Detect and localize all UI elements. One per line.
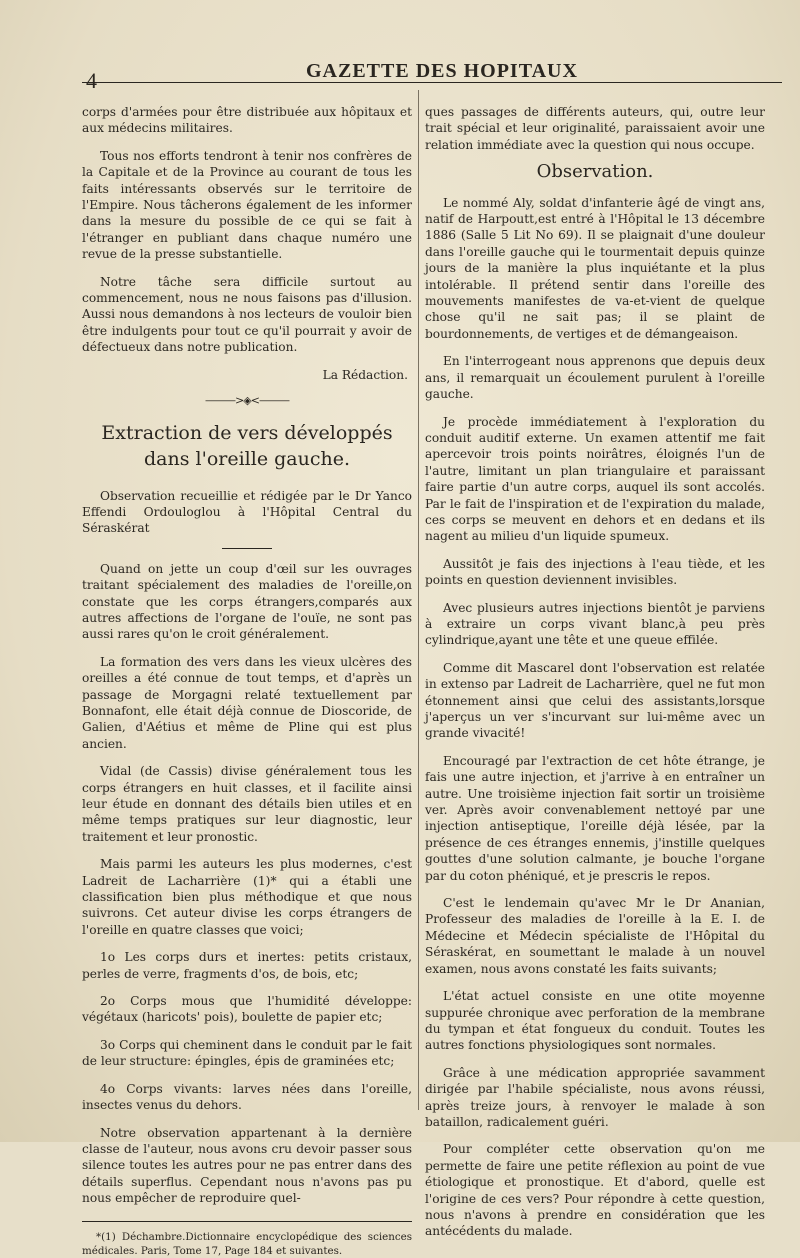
paragraph: Pour compléter cette observation qu'on me permette de faire une petite réflexion au point de vue étiologique et pronostique. Et d'abord, quelle est l'origine de ces vers? Pour répondre à cette question, nous n'avons à prendre en considération que les antécédents du malade. [425, 1142, 765, 1239]
paragraph: Je procède immédiatement à l'exploration du conduit auditif externe. Un examen attentif me fait apercevoir trois points noirâtres, éloignés l'un de l'autre, limitant un plan triangulaire et paraissant faire partie d'un autre corps, auquel ils sont accolés. Par le fait de l'inspiration et de l'expiration du malade, ces corps se meuvent en dehors et en dedans et ils nagent au milieu d'un liquide spumeux. [425, 414, 765, 544]
article-title [82, 420, 412, 472]
list-item: 2o Corps mous que l'humidité développe: végétaux (haricots' pois), boulette de papier etc; [82, 994, 412, 1025]
paragraph: La formation des vers dans les vieux ulcères des oreilles a été connue de tout temps, et d'après un passage de Morgagni relaté textuellement par Bonnafont, elle était déjà connue de Dioscoride, de Galien, d'Aétius et même de Pline qui est plus ancien. [82, 654, 412, 751]
paragraph: Vidal (de Cassis) divise généralement tous les corps étrangers en huit classes, et il facilite ainsi leur étude en donnant des détails bien utiles et en même temps pratiques sur leur diagnostic, leur traitement et leur pronostic. [82, 764, 412, 844]
header-rule [82, 82, 782, 83]
list-item: 1o Les corps durs et inertes: petits cristaux, perles de verre, fragments d'os, de bois, etc; [82, 950, 412, 981]
paragraph: Tous nos efforts tendront à tenir nos confrères de la Capitale et de la Province au courant de tous les faits intéressants observés sur le territoire de l'Empire. Nous tâcherons également de les informer dans la mesure du possible de ce qui se fait à l'étranger en publiant dans chaque numéro une revue de la presse substantielle. [82, 148, 412, 262]
footnote-rule [82, 1221, 412, 1222]
left-column [82, 104, 412, 1258]
paragraph: corps d'armées pour être distribuée aux hôpitaux et aux médecins militaires. [82, 105, 412, 136]
paragraph: Mais parmi les auteurs les plus modernes, c'est Ladreit de Lacharrière (1)* qui a établi une classification bien plus méthodique et que nous suivrons. Cet auteur divise les corps étrangers de l'oreille en quatre classes que voici; [82, 857, 412, 937]
list-item: 4o Corps vivants: larves nées dans l'oreille, insectes venus du dehors. [82, 1081, 412, 1113]
ornament-divider: ———>◈<——— [205, 394, 289, 408]
column-divider [418, 90, 419, 1110]
paragraph: ques passages de différents auteurs, qui, outre leur trait spécial et leur originalité, paraissaient avoir une relation immédiate avec la question qui nous occupe. [425, 105, 765, 152]
paragraph: Grâce à une médication appropriée savamment dirigée par l'habile spécialiste, nous avons réussi, après treize jours, à renvoyer le malade à son bataillon, radicalement guéri. [425, 1065, 765, 1129]
footnote: *(1) Déchambre.Dictionnaire encyclopédique des sciences médicales. Paris, Tome 17, Page 184 et suivantes. [82, 1230, 412, 1257]
section-title: Observation. [536, 161, 654, 183]
paragraph: Quand on jette un coup d'œil sur les ouvrages traitant spécialement des maladies de l'oreille,on constate que les corps étrangers,comparés aux autres affections de l'organe de l'ouïe, ne sont pas aussi rares qu'on le croit généralement. [82, 561, 412, 642]
list-item: 3o Corps qui cheminent dans le conduit par le fait de leur structure: épingles, épis de graminées etc; [82, 1037, 412, 1069]
publication-title: GAZETTE DES HOPITAUX [306, 60, 578, 82]
page-number: 4 [86, 68, 97, 93]
paragraph: Encouragé par l'extraction de cet hôte étrange, je fais une autre injection, et j'arrive à en entraîner un autre. Une troisième injection fait sortir un troisième ver. Après avoir convenablement nettoyé par une injection antiseptique, l'oreille déjà lésée, par la présence de ces étranges ennemis, j'instille quelques gouttes d'une solution calmante, je bouche l'organe par du coton phéniqué, et je prescris le repos. [425, 753, 765, 883]
paragraph: En l'interrogeant nous apprenons que depuis deux ans, il remarquait un écoulement purulent à l'oreille gauche. [425, 354, 765, 402]
paragraph: Le nommé Aly, soldat d'infanterie âgé de vingt ans, natif de Harpoutt,est entré à l'Hôpital le 13 décembre 1886 (Salle 5 Lit No 69). Il se plaignait d'une douleur dans l'oreille gauche qui le tourmentait depuis quinze jours de la manière la plus inquiétante et la plus intolérable. Il prétend sentir dans l'oreille des mouvements manifestes de va-et-vient de quelque chose qu'il ne sait pas; il se plaint de bourdonnements, de vertiges et de démangeaison. [425, 195, 765, 341]
paragraph: L'état actuel consiste en une otite moyenne suppurée chronique avec perforation de la membrane du tympan et état fongueux du conduit. Toutes les autres fonctions physiologiques sont normales. [425, 989, 765, 1053]
signature: La Rédaction. [322, 367, 408, 382]
paragraph: Aussitôt je fais des injections à l'eau tiède, et les points en question deviennent invisibles. [425, 556, 765, 588]
article-title-line: dans l'oreille gauche. [144, 447, 350, 470]
paragraph: Avec plusieurs autres injections bientôt je parviens à extraire un corps vivant blanc,à peu près cylindrique,ayant une tête et une queue effilée. [425, 600, 765, 648]
paragraph: Notre observation appartenant à la dernière classe de l'auteur, nous avons cru devoir passer sous silence toutes les autres pour ne pas entrer dans des détails superflus. Cependant nous n'avons pas pu nous empêcher de reproduire quel- [82, 1125, 412, 1206]
paragraph: Comme dit Mascarel dont l'observation est relatée in extenso par Ladreit de Lacharrière, quel ne fut mon étonnement ainsi que celui des assistants,lorsque j'aperçus un ver s'incurvant sur lui-même avec un grande vivacité! [425, 660, 765, 741]
article-title-line: Extraction de vers développés [101, 421, 393, 444]
byline: Observation recueillie et rédigée par le Dr Yanco Effendi Ordouloglou à l'Hôpital Central du Séraskérat [82, 488, 412, 536]
paragraph: C'est le lendemain qu'avec Mr le Dr Ananian, Professeur des maladies de l'oreille à la E. I. de Médecine et Médecin spécialiste de l'Hôpital du Séraskérat, en soumettant le malade à un nouvel examen, nous avons constaté les faits suivants; [425, 896, 765, 976]
paragraph: Notre tâche sera difficile surtout au commencement, nous ne nous faisons pas d'illusion. Aussi nous demandons à nos lecteurs de vouloir bien être indulgents pour tout ce qu'il pourrait y avoir de défectueux dans notre publication. [82, 274, 412, 355]
short-rule [222, 548, 272, 549]
right-column [425, 104, 765, 1251]
